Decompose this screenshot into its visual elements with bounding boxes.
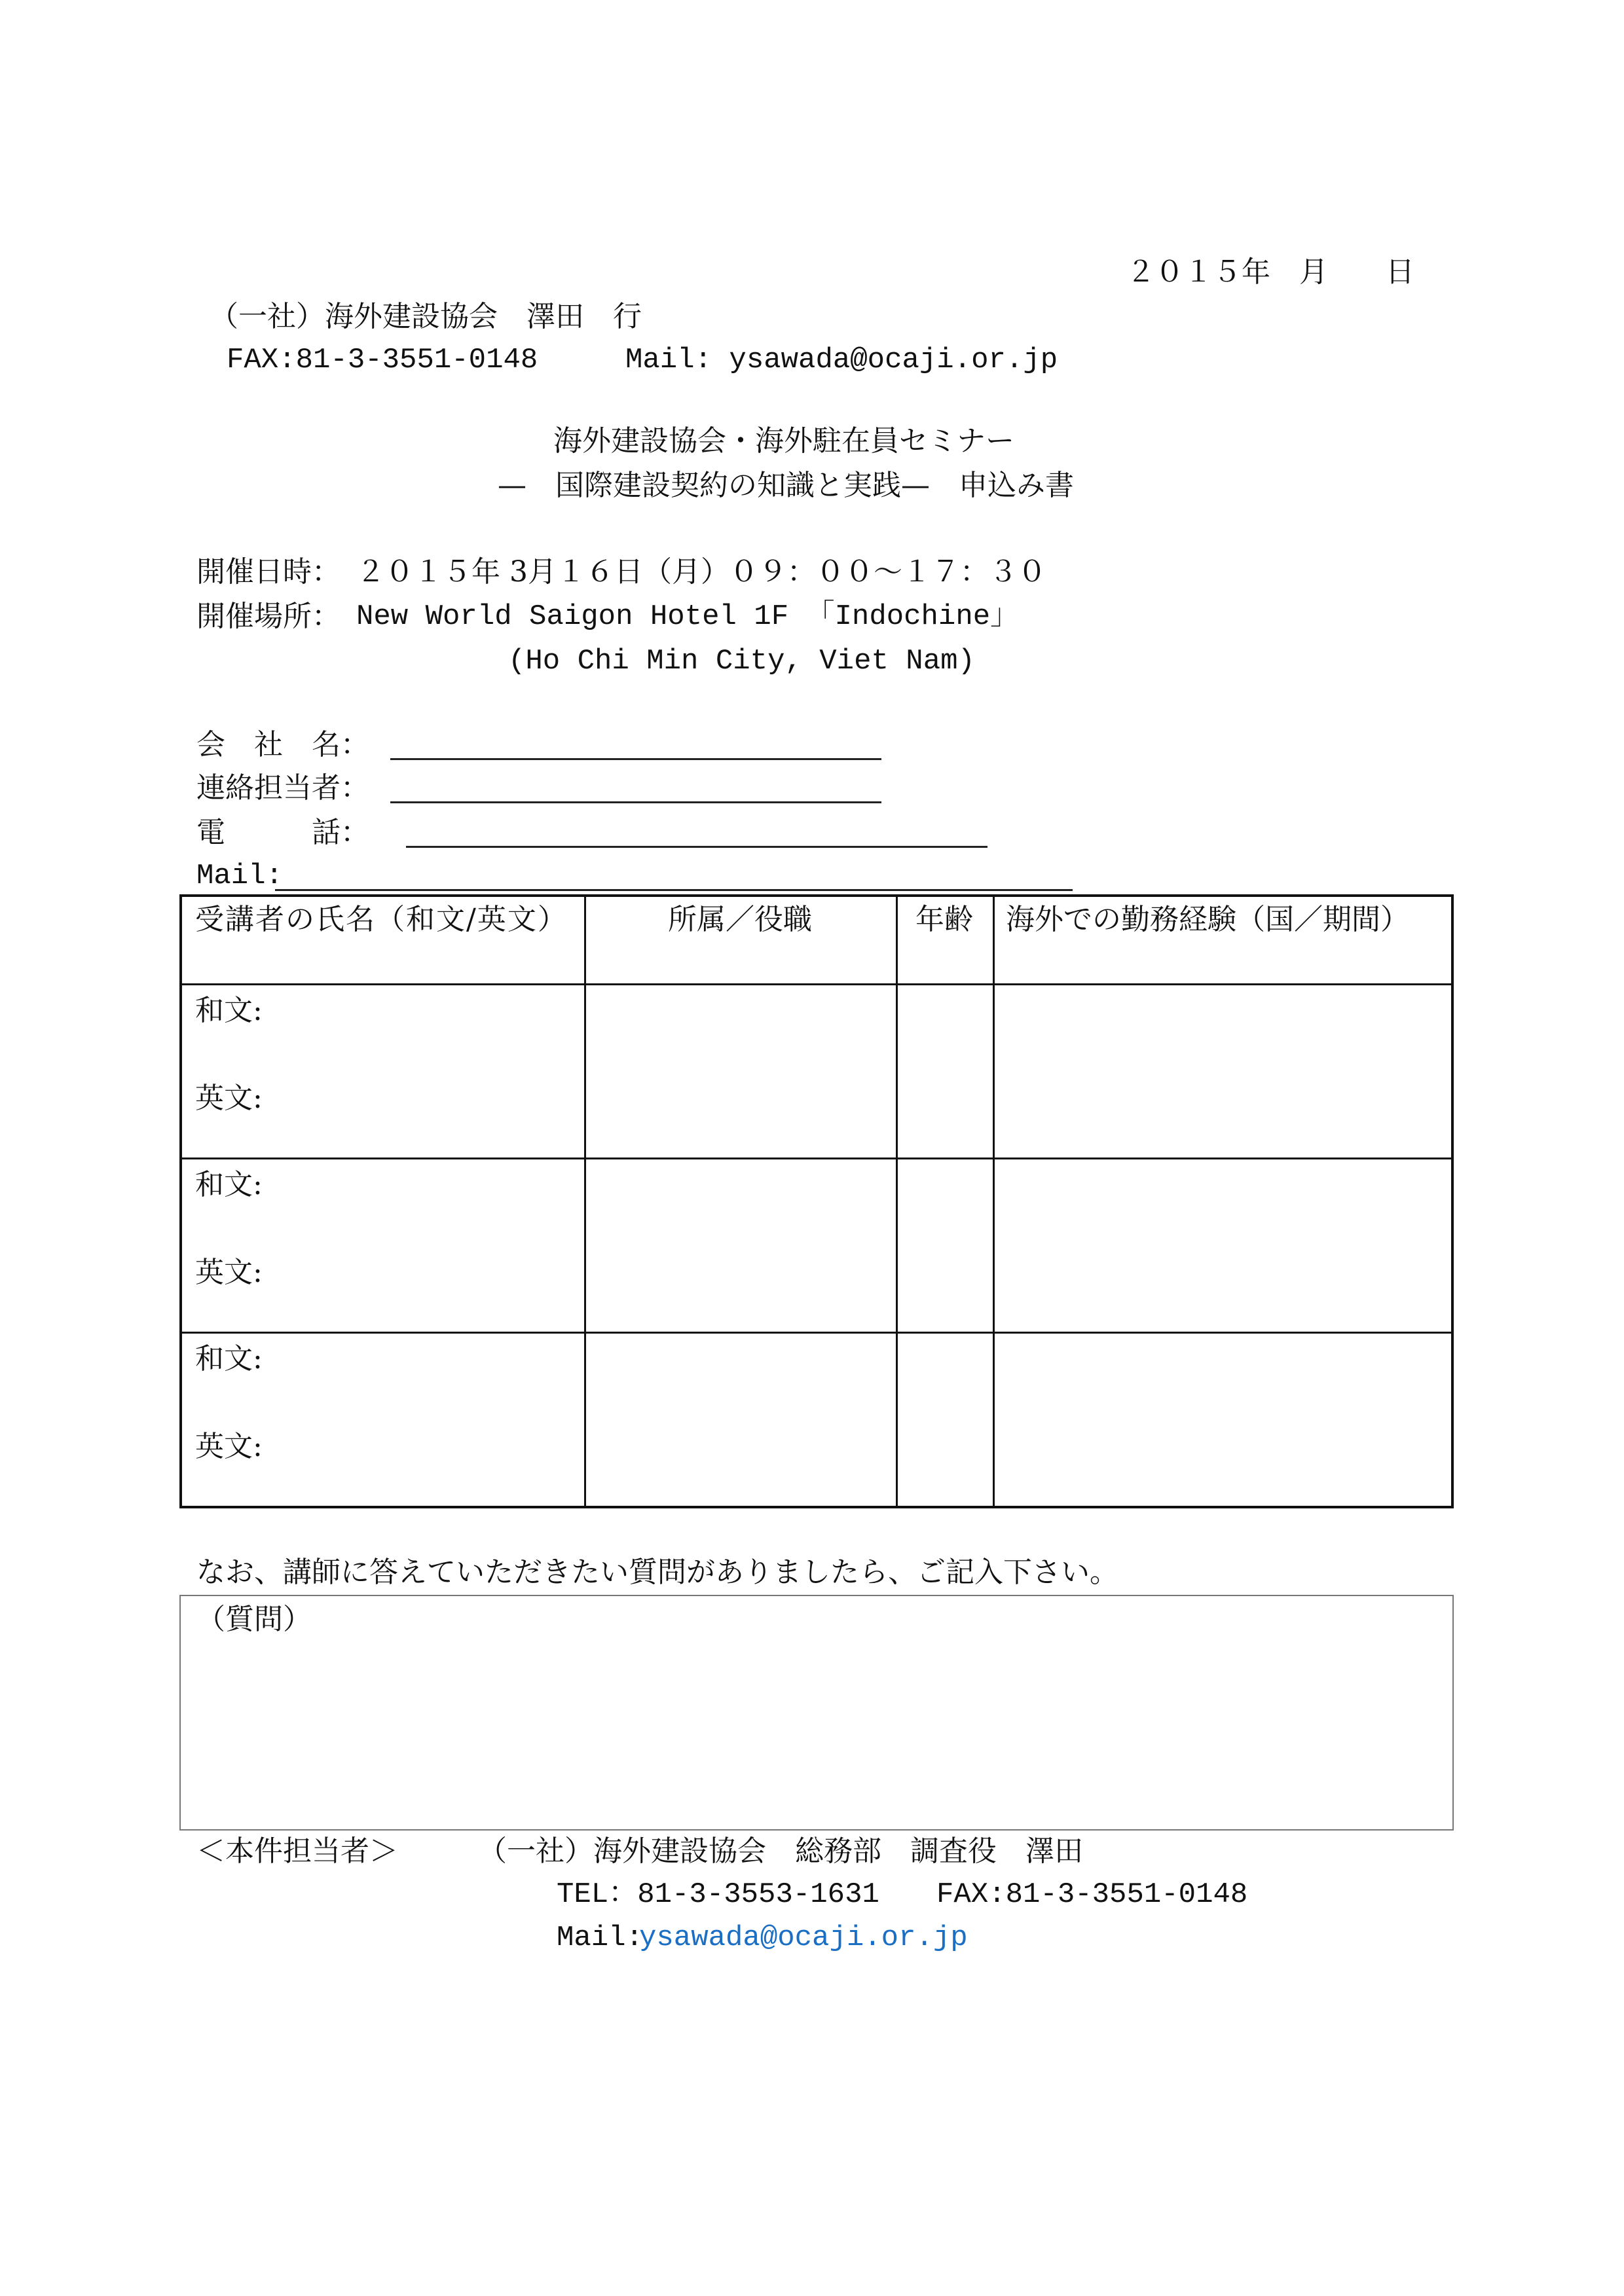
mail-field[interactable]	[275, 889, 1073, 891]
row-2-jp-name-label: 和文:	[195, 1168, 263, 1201]
title-line-2: — 国際建設契約の知識と実践— 申込み書	[498, 469, 1074, 502]
header-affiliation: 所属／役職	[668, 903, 812, 936]
contact-tel: TEL：81-3-3553-1631	[557, 1878, 879, 1911]
row-1-jp-name-label: 和文:	[195, 994, 263, 1027]
table-divider-row-2	[182, 1332, 1451, 1334]
header-overseas-experience: 海外での勤務経験（国／期間）	[1006, 903, 1409, 936]
row-1-en-name-label: 英文:	[195, 1082, 263, 1115]
event-datetime-value: ２０１５年 3月１６日（月）０９：００～１７：３０	[356, 555, 1046, 589]
date-line: ２０１５年 月 日	[1126, 255, 1414, 289]
recipient-name: （一社）海外建設協会 澤田 行	[210, 300, 642, 333]
table-divider-row-1	[182, 1157, 1451, 1159]
question-box[interactable]	[179, 1595, 1454, 1831]
table-divider-col-3	[993, 897, 995, 1506]
contact-fax: FAX:81-3-3551-0148	[936, 1878, 1248, 1911]
event-venue-label: 開催場所：	[196, 600, 341, 633]
title-line-1: 海外建設協会・海外駐在員セミナー	[553, 424, 1014, 458]
contact-person-field[interactable]	[390, 801, 881, 803]
mail-label: Mail:	[196, 860, 284, 892]
header-applicant-name: 受講者の氏名（和文/英文）	[195, 903, 568, 936]
row-3-en-name-label: 英文:	[195, 1430, 263, 1463]
question-box-label: （質問）	[196, 1603, 312, 1636]
company-label: 会 社 名：	[196, 728, 369, 761]
contact-org: （一社）海外建設協会 総務部 調査役 澤田	[478, 1834, 1083, 1868]
phone-label: 電 話：	[196, 816, 369, 849]
table-divider-col-1	[584, 897, 586, 1506]
applicants-table	[179, 894, 1454, 1508]
question-intro: なお、講師に答えていただきたい質問がありましたら、ご記入下さい。	[196, 1556, 1118, 1589]
recipient-fax: FAX:81-3-3551-0148	[227, 344, 538, 376]
table-divider-col-2	[896, 897, 898, 1506]
row-3-jp-name-label: 和文:	[195, 1342, 263, 1376]
event-datetime-label: 開催日時：	[196, 555, 341, 589]
contact-person-label: 連絡担当者：	[196, 771, 369, 805]
contact-mail-link[interactable]: ysawada@ocaji.or.jp	[639, 1922, 968, 1954]
contact-mail-label: Mail:	[557, 1922, 644, 1954]
company-field[interactable]	[390, 758, 881, 760]
phone-field[interactable]	[406, 846, 987, 848]
table-divider-header	[182, 983, 1451, 985]
row-2-en-name-label: 英文:	[195, 1256, 263, 1289]
contact-label: ＜本件担当者＞	[196, 1834, 398, 1868]
event-venue-city: (Ho Chi Min City, Viet Nam)	[508, 645, 975, 678]
event-venue-value: New World Saigon Hotel 1F 「Indochine」	[356, 600, 1020, 633]
recipient-mail: Mail: ysawada@ocaji.or.jp	[625, 344, 1058, 376]
header-age: 年齢	[915, 903, 973, 936]
